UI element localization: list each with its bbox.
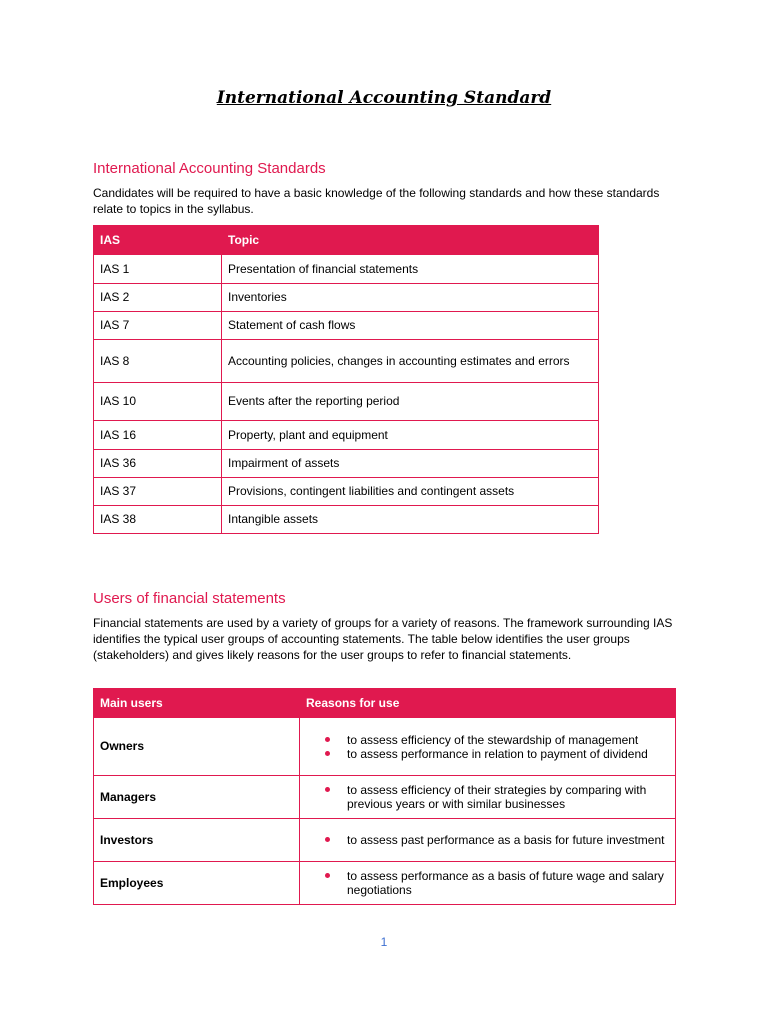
reason-text: to assess performance in relation to payment of dividend	[347, 746, 648, 761]
reasons-cell	[300, 862, 676, 905]
table-row	[94, 450, 599, 478]
list-item	[306, 733, 669, 747]
ias-code: IAS 8	[94, 340, 222, 383]
table-row	[94, 819, 676, 862]
ias-column-header: IAS	[94, 226, 222, 255]
ias-topic: Intangible assets	[222, 506, 599, 534]
ias-topic: Accounting policies, changes in accounting estimates and errors	[222, 340, 599, 383]
reason-text: to assess efficiency of their strategies by comparing with previous years or with similar businesses	[347, 783, 647, 811]
standards-heading: International Accounting Standards	[93, 160, 326, 177]
ias-table-header-row	[94, 226, 599, 255]
ias-code: IAS 16	[94, 421, 222, 450]
list-item	[306, 747, 669, 761]
bullet-icon	[325, 787, 330, 792]
table-row	[94, 340, 599, 383]
reasons-column-header: Reasons for use	[300, 689, 676, 718]
reason-text: to assess past performance as a basis for future investment	[347, 833, 665, 847]
standards-intro: Candidates will be required to have a basic knowledge of the following standards and how these standards relate to topics in the syllabus.	[93, 186, 660, 216]
ias-topic: Provisions, contingent liabilities and contingent assets	[222, 478, 599, 506]
table-row	[94, 421, 599, 450]
ias-topic: Inventories	[222, 284, 599, 312]
users-heading: Users of financial statements	[93, 590, 286, 607]
users-intro: Financial statements are used by a variety of groups for a variety of reasons. The framework surrounding IAS identifies the typical user groups of accounting statements. The table below identifies the user groups (stakeholders) and gives likely reasons for the user groups to refer to financial statements.	[93, 616, 673, 662]
reasons-cell	[300, 776, 676, 819]
user-group: Managers	[94, 776, 300, 819]
reasons-cell	[300, 819, 676, 862]
user-group: Investors	[94, 819, 300, 862]
list-item	[306, 869, 669, 897]
main-users-column-header: Main users	[94, 689, 300, 718]
reason-text: to assess performance as a basis of future wage and salary negotiations	[347, 869, 664, 897]
reasons-list	[306, 833, 669, 847]
ias-code: IAS 38	[94, 506, 222, 534]
reasons-list	[306, 733, 669, 761]
ias-code: IAS 37	[94, 478, 222, 506]
ias-code: IAS 1	[94, 255, 222, 284]
reasons-list	[306, 869, 669, 897]
bullet-icon	[325, 873, 330, 878]
ias-code: IAS 2	[94, 284, 222, 312]
ias-topic: Statement of cash flows	[222, 312, 599, 340]
ias-topic: Presentation of financial statements	[222, 255, 599, 284]
table-row	[94, 862, 676, 905]
table-row	[94, 255, 599, 284]
table-row	[94, 506, 599, 534]
table-row	[94, 718, 676, 776]
table-row	[94, 312, 599, 340]
bullet-icon	[325, 737, 330, 742]
table-row	[94, 284, 599, 312]
ias-code: IAS 36	[94, 450, 222, 478]
ias-topic: Events after the reporting period	[222, 383, 599, 421]
list-item	[306, 833, 669, 847]
topic-column-header: Topic	[222, 226, 599, 255]
users-table-header-row	[94, 689, 676, 718]
user-group: Employees	[94, 862, 300, 905]
bullet-icon	[325, 751, 330, 756]
list-item	[306, 783, 669, 811]
ias-code: IAS 7	[94, 312, 222, 340]
page-number: 1	[380, 935, 388, 949]
reasons-cell	[300, 718, 676, 776]
document-title: International Accounting Standard	[216, 88, 552, 108]
ias-topic: Property, plant and equipment	[222, 421, 599, 450]
reason-text: to assess efficiency of the stewardship of management	[347, 732, 639, 747]
ias-table	[93, 225, 599, 534]
table-row	[94, 776, 676, 819]
table-row	[94, 478, 599, 506]
bullet-icon	[325, 837, 330, 842]
users-table	[93, 688, 676, 905]
reasons-list	[306, 783, 669, 811]
user-group: Owners	[94, 718, 300, 776]
table-row	[94, 383, 599, 421]
ias-topic: Impairment of assets	[222, 450, 599, 478]
ias-code: IAS 10	[94, 383, 222, 421]
